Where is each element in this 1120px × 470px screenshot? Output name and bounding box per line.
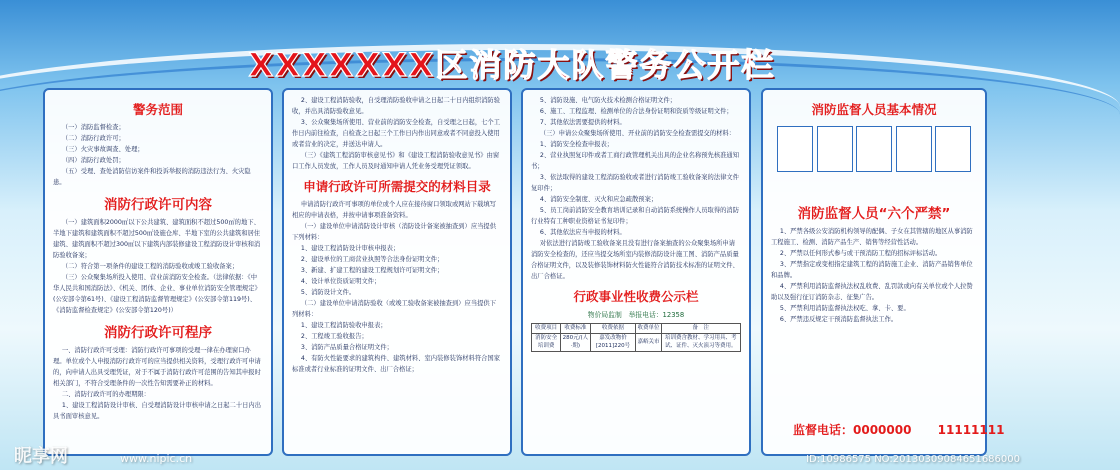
list-item: 1、严禁各级公安消防机构领导的配偶、子女在其管辖的地区从事消防工程施工、检测、消防产品生产、销售等经营性活动。 <box>771 228 973 247</box>
list-item: 4、有防火性能要求的建筑构件、建筑材料、室内装修装饰材料符合国家标准或者行业标准的证明文件、出厂合格证； <box>292 355 501 374</box>
table-cell: 嘉峪关市 <box>636 334 661 351</box>
list-item: 3、严禁指定或变相指定建筑工程的消防施工企业、消防产品销售单位和品牌。 <box>771 261 973 280</box>
list-item: 6、严禁违反规定干预消防监督执法工作。 <box>779 316 898 324</box>
list-item: 3、依法取得的建设工程消防验收或者进行消防竣工验收备案的法律文件复印件； <box>531 174 740 193</box>
list-item: （一）建设单位申请消防设计审核（消防设计备案被抽查到）应当提供下列材料： <box>292 223 497 242</box>
list-item: 二、消防行政许可的办理期限： <box>61 391 150 399</box>
list-item: 3、消防产品质量合格证明文件； <box>300 344 393 352</box>
heading-fee-notice: 行政事业性收费公示栏 <box>573 289 699 305</box>
list-item: （二）建设单位申请消防验收（或竣工验收备案被抽查到）应当提供下列材料： <box>292 300 497 319</box>
list-item: （一）消防监督检查； <box>61 124 125 131</box>
list-item: （三）火灾事故调查、处理； <box>61 146 144 154</box>
table-header-row <box>532 324 741 334</box>
list-item: 1、建设工程消防设计审核申报表； <box>300 245 400 253</box>
list-item: 5、员工岗前消防安全教育培训记录和自动消防系统操作人员取得的消防行业特有工种职业资格证书复印件； <box>531 207 740 226</box>
photo-placeholder <box>777 126 813 172</box>
list-item: 2、建设单位的工商营业执照等合法身份证明文件； <box>300 256 444 264</box>
heading-materials-list: 申请行政许可所需提交的材料目录 <box>303 179 491 195</box>
phone-number: 11111111 <box>937 423 1005 437</box>
list-item: 1、建设工程消防设计审核、自受理消防设计审核申请之日起二十日内出具书面审核意见。 <box>53 402 262 421</box>
panel-police-scope <box>43 88 273 456</box>
table-header-cell: 收费项目 <box>532 324 561 334</box>
heading-six-bans: 消防监督人员“六个严禁” <box>797 206 951 222</box>
phone-label: 监督电话：0000000 <box>793 423 912 437</box>
list-item: 1、建设工程消防验收申报表； <box>300 322 387 330</box>
photo-row <box>777 126 971 172</box>
list-item: 5、消防设计文件。 <box>300 289 356 297</box>
watermark-id: ID:10986575 NO:20130309084651686000 <box>806 454 1020 465</box>
list-item: 1、消防安全检查申报表； <box>539 141 614 149</box>
heading-police-scope: 警务范围 <box>132 102 183 117</box>
panel-supervisors <box>761 88 1005 456</box>
list-item: 2、建设工程消防验收，自受理消防验收申请之日起二十日内组织消防验收，并出具消防验收意见。 <box>292 97 501 116</box>
heading-supervisors: 消防监督人员基本情况 <box>811 102 937 117</box>
list-item: 5、严禁利用消防监督执法权吃、拿、卡、要。 <box>779 305 910 313</box>
list-item: 2、严禁以任何形式参与或干预消防工程的招标评标活动。 <box>779 250 942 258</box>
list-item: 2、工程竣工验收报告； <box>300 333 368 341</box>
heading-permit-content: 消防行政许可内容 <box>104 197 212 214</box>
list-item: 一、消防行政许可受理：消防行政许可事项的受理一律在办理窗口办理。单位或个人申报消防行政许可的应当提供相关资料，受理行政许可申请的，向申请人出具受理凭证，对于不属于消防行政许可范围的告知其申报时相关部门，不符合受理条件的一次性告知需要补正的材料。 <box>53 347 261 388</box>
photo-placeholder <box>817 126 853 172</box>
heading-permit-procedure: 消防行政许可程序 <box>104 325 212 342</box>
list-item: 对依法进行消防竣工验收备案且没有进行备案抽查的公众聚集场所申请消防安全检查的，还应当提交场所室内装修消防设计施工图、消防产品质量合格证明文件，以及装修装饰材料防火性能符合消防技术标准的证明文件、出厂合格证。 <box>531 240 739 281</box>
list-item: 5、消防设施、电气防火技术检测合格证明文件； <box>539 97 677 104</box>
fee-supervision-note: 物价局监制 举报电话：12358 <box>587 311 685 320</box>
photo-placeholder <box>896 126 932 172</box>
fee-table <box>531 323 741 351</box>
table-cell: 280元/(人·期) <box>561 334 590 351</box>
panel-materials-fees <box>521 88 751 456</box>
scope-list <box>53 122 263 188</box>
list-item: （三）《建筑工程消防审核意见书》和《建设工程消防验收意见书》由窗口工作人员发放，工作人员及时通知申请人凭业务受理凭证领取。 <box>292 152 500 171</box>
panel-materials <box>282 88 512 456</box>
list-item: 3、新建、扩建工程的建设工程规划许可证明文件； <box>300 267 444 275</box>
list-item: 4、设计单位资质证明文件； <box>300 278 381 286</box>
table-row <box>532 334 741 351</box>
list-item: 4、严禁利用消防监督执法权乱收费、乱罚款或向有关单位或个人拉赞助以及强行征订消防杂志、征集广告。 <box>771 283 973 302</box>
list-item: 6、其他依法应当申报的材料。 <box>539 229 626 237</box>
list-item: 2、营业执照复印件或者工商行政管理机关出具的企业名称预先核准通知书； <box>531 152 740 171</box>
supervision-phone <box>793 421 1004 438</box>
list-item: （五）受理、查处消防信访案件和投诉举报的消防违法行为、火灾隐患。 <box>53 168 251 187</box>
table-header-cell: 收费单位 <box>636 324 661 334</box>
table-cell: 嘉发改物价[2011]220号 <box>590 334 636 351</box>
list-item: （四）消防行政处罚； <box>61 157 125 165</box>
list-item: 4、消防安全制度、灭火和应急疏散预案； <box>539 196 658 204</box>
materials-intro: 申请消防行政许可事项的单位或个人应在接待窗口领取或网站下载填写相应的申请表格，并按申请事项准备资料。 <box>292 201 497 220</box>
list-item: （三）公众聚集场所投入使用、营业前消防安全检查。（法律依据：《中华人民共和国消防法》、《机关、团体、企业、事业单位消防安全管理规定》(公安部令第61号)、《建设工程消防监督管理规定》(公安部令第119号)、《消防监督检查规定》(公安部令第120号)） <box>53 274 261 315</box>
photo-placeholder <box>856 126 892 172</box>
list-item: 6、施工、工程监理、检测单位的合法身份证明和资质等级证明文件； <box>539 108 733 116</box>
list-item: （二）消防行政许可； <box>61 135 125 143</box>
table-header-cell: 备 注 <box>661 324 740 334</box>
table-header-cell: 收费依据 <box>590 324 636 334</box>
watermark-url: www.nipic.cn <box>120 452 193 465</box>
list-item: 3、公众聚集场所使用、营业前的消防安全检查，自受理之日起，七个工作日内前往检查，自检查之日起三个工作日内作出同意或者不同意投入使用或者营业的决定，并送达申请人。 <box>292 119 501 149</box>
table-cell: 培训费含教材、学习用具、考试、证件、灭火演习等费用。 <box>661 334 740 351</box>
table-header-cell: 收费标准 <box>561 324 590 334</box>
list-item: 7、其他依法需要提供的材料。 <box>539 119 626 127</box>
table-cell: 消防安全培训费 <box>532 334 561 351</box>
board-title: XXXXXXX区消防大队警务公开栏 <box>248 46 776 84</box>
list-item: （二）符合第一项条件的建设工程的消防验收或竣工验收备案； <box>61 263 239 271</box>
list-item: （一）建筑面积2000㎡以下公共建筑、建筑面积不超过500㎡的地下、半地下建筑和建筑面积不超过500㎡设施仓库、半地下室的公共建筑和居住建筑、建筑面积不超过300㎡以下建筑内部装修建设工程消防设计审核和消防验收备案； <box>53 219 261 260</box>
watermark-logo: 昵享网 <box>14 446 68 467</box>
list-item: （三）申请公众聚集场所使用、开业前的消防安全检查需提交的材料： <box>539 130 736 138</box>
photo-placeholder <box>935 126 971 172</box>
